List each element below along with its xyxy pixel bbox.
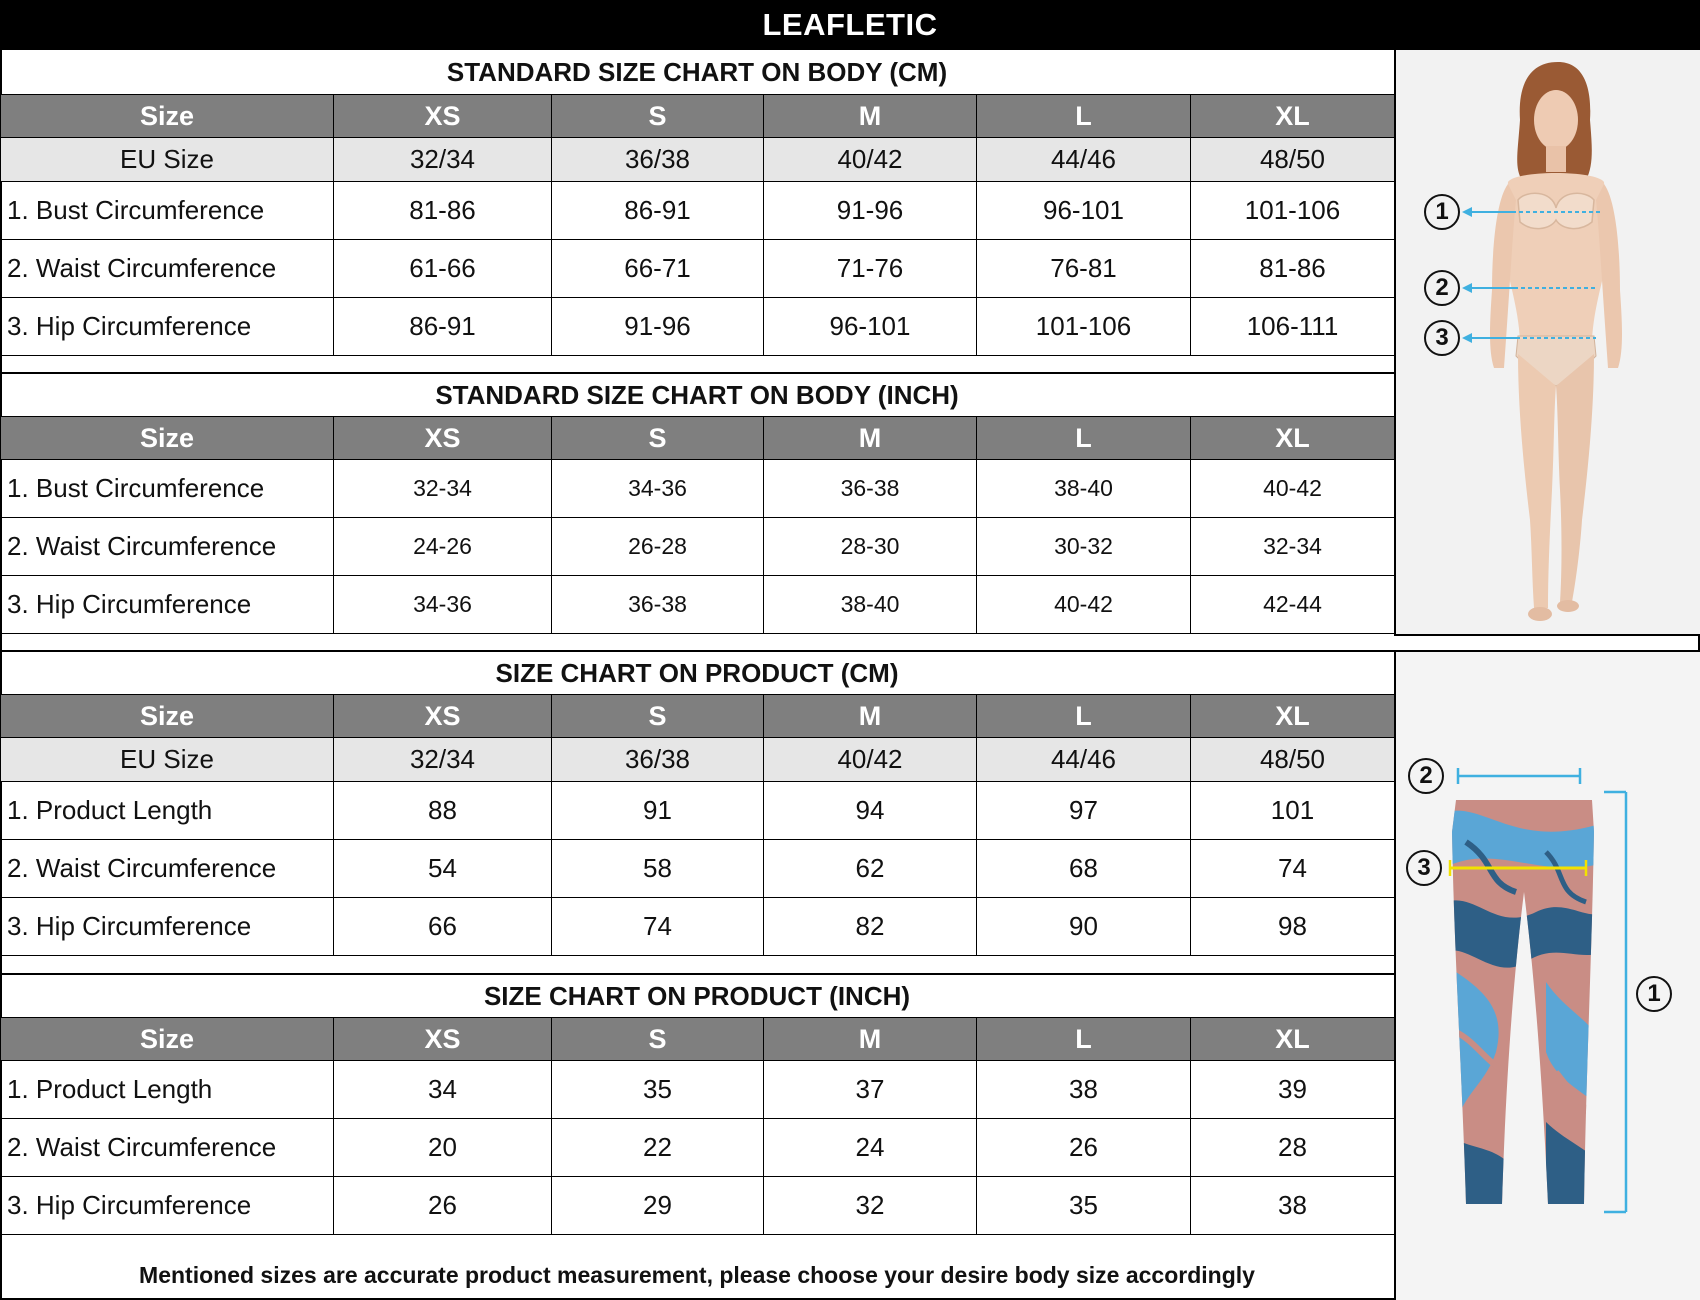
product-cm-section xyxy=(0,650,1394,956)
cell-value: 32-34 xyxy=(1191,518,1395,576)
size-xs: XS xyxy=(334,95,552,138)
table-row xyxy=(1,240,1395,298)
cell-value: 24-26 xyxy=(334,518,552,576)
cell-value: 101-106 xyxy=(1191,182,1395,240)
cell-value: 29 xyxy=(552,1177,764,1235)
callout-product-length: 1 xyxy=(1636,976,1672,1012)
callout-waist: 2 xyxy=(1424,270,1460,306)
product-inch-table xyxy=(0,1017,1395,1235)
eu-size-label: EU Size xyxy=(1,138,334,182)
cell-value: 68 xyxy=(977,840,1191,898)
size-xl: XL xyxy=(1191,695,1395,738)
cell-value: 66 xyxy=(334,898,552,956)
product-inch-section xyxy=(0,973,1394,1235)
cell-value: 88 xyxy=(334,782,552,840)
cell-value: 58 xyxy=(552,840,764,898)
footer-note: Mentioned sizes are accurate product measurement, please choose your desire body size accordingly xyxy=(139,1261,1255,1288)
size-xs: XS xyxy=(334,417,552,460)
row-label: 3. Hip Circumference xyxy=(1,898,334,956)
table-row xyxy=(1,460,1395,518)
size-l: L xyxy=(977,695,1191,738)
callout-product-hip: 3 xyxy=(1406,850,1442,886)
cell-value: 106-111 xyxy=(1191,298,1395,356)
eu-size-value: 44/46 xyxy=(977,138,1191,182)
size-header: Size xyxy=(1,695,334,738)
row-label: 3. Hip Circumference xyxy=(1,298,334,356)
row-label: 1. Product Length xyxy=(1,782,334,840)
cell-value: 36-38 xyxy=(552,576,764,634)
callout-hip: 3 xyxy=(1424,320,1460,356)
table-row xyxy=(1,182,1395,240)
cell-value: 86-91 xyxy=(334,298,552,356)
eu-size-value: 40/42 xyxy=(764,138,977,182)
body-illustration-panel xyxy=(1394,50,1700,636)
body-cm-table xyxy=(0,94,1395,356)
row-label: 2. Waist Circumference xyxy=(1,840,334,898)
cell-value: 54 xyxy=(334,840,552,898)
cell-value: 35 xyxy=(977,1177,1191,1235)
product-cm-table xyxy=(0,694,1395,956)
cell-value: 66-71 xyxy=(552,240,764,298)
cell-value: 22 xyxy=(552,1119,764,1177)
table-row xyxy=(1,518,1395,576)
cell-value: 38 xyxy=(977,1061,1191,1119)
cell-value: 34-36 xyxy=(552,460,764,518)
cell-value: 94 xyxy=(764,782,977,840)
header-row xyxy=(1,695,1395,738)
table-row xyxy=(1,1061,1395,1119)
size-header: Size xyxy=(1,1018,334,1061)
body-inch-table xyxy=(0,416,1395,634)
size-m: M xyxy=(764,417,977,460)
cell-value: 96-101 xyxy=(764,298,977,356)
eu-size-label: EU Size xyxy=(1,738,334,782)
cell-value: 42-44 xyxy=(1191,576,1395,634)
size-xl: XL xyxy=(1191,95,1395,138)
size-l: L xyxy=(977,417,1191,460)
row-label: 2. Waist Circumference xyxy=(1,518,334,576)
cell-value: 26 xyxy=(977,1119,1191,1177)
size-header: Size xyxy=(1,417,334,460)
cell-value: 26-28 xyxy=(552,518,764,576)
cell-value: 24 xyxy=(764,1119,977,1177)
row-label: 3. Hip Circumference xyxy=(1,576,334,634)
table-row xyxy=(1,576,1395,634)
eu-size-value: 48/50 xyxy=(1191,738,1395,782)
size-s: S xyxy=(552,417,764,460)
size-xl: XL xyxy=(1191,1018,1395,1061)
cell-value: 32-34 xyxy=(334,460,552,518)
row-label: 3. Hip Circumference xyxy=(1,1177,334,1235)
cell-value: 91-96 xyxy=(764,182,977,240)
cell-value: 28 xyxy=(1191,1119,1395,1177)
cell-value: 34 xyxy=(334,1061,552,1119)
header-row xyxy=(1,95,1395,138)
cell-value: 40-42 xyxy=(1191,460,1395,518)
size-s: S xyxy=(552,1018,764,1061)
cell-value: 91 xyxy=(552,782,764,840)
product-cm-title: SIZE CHART ON PRODUCT (CM) xyxy=(0,650,1394,694)
product-inch-title: SIZE CHART ON PRODUCT (INCH) xyxy=(0,973,1394,1017)
cell-value: 35 xyxy=(552,1061,764,1119)
size-l: L xyxy=(977,1018,1191,1061)
cell-value: 98 xyxy=(1191,898,1395,956)
cell-value: 39 xyxy=(1191,1061,1395,1119)
size-xs: XS xyxy=(334,1018,552,1061)
cell-value: 81-86 xyxy=(334,182,552,240)
cell-value: 38 xyxy=(1191,1177,1395,1235)
cell-value: 101-106 xyxy=(977,298,1191,356)
row-label: 1. Bust Circumference xyxy=(1,182,334,240)
cell-value: 97 xyxy=(977,782,1191,840)
cell-value: 90 xyxy=(977,898,1191,956)
cell-value: 32 xyxy=(764,1177,977,1235)
body-inch-title: STANDARD SIZE CHART ON BODY (INCH) xyxy=(0,372,1394,416)
body-inch-section xyxy=(0,372,1394,634)
cell-value: 26 xyxy=(334,1177,552,1235)
size-header: Size xyxy=(1,95,334,138)
eu-size-value: 48/50 xyxy=(1191,138,1395,182)
cell-value: 40-42 xyxy=(977,576,1191,634)
size-s: S xyxy=(552,95,764,138)
row-label: 1. Product Length xyxy=(1,1061,334,1119)
cell-value: 38-40 xyxy=(764,576,977,634)
header-row xyxy=(1,1018,1395,1061)
table-row xyxy=(1,298,1395,356)
cell-value: 62 xyxy=(764,840,977,898)
eu-size-value: 32/34 xyxy=(334,738,552,782)
eu-size-row xyxy=(1,138,1395,182)
cell-value: 96-101 xyxy=(977,182,1191,240)
eu-size-row xyxy=(1,738,1395,782)
cell-value: 20 xyxy=(334,1119,552,1177)
size-m: M xyxy=(764,695,977,738)
cell-value: 74 xyxy=(1191,840,1395,898)
table-row xyxy=(1,1177,1395,1235)
size-s: S xyxy=(552,695,764,738)
cell-value: 82 xyxy=(764,898,977,956)
cell-value: 101 xyxy=(1191,782,1395,840)
size-xl: XL xyxy=(1191,417,1395,460)
cell-value: 71-76 xyxy=(764,240,977,298)
cell-value: 81-86 xyxy=(1191,240,1395,298)
size-xs: XS xyxy=(334,695,552,738)
table-row xyxy=(1,782,1395,840)
body-cm-section xyxy=(0,50,1394,356)
table-row xyxy=(1,840,1395,898)
callout-product-waist: 2 xyxy=(1408,758,1444,794)
cell-value: 91-96 xyxy=(552,298,764,356)
size-m: M xyxy=(764,1018,977,1061)
size-l: L xyxy=(977,95,1191,138)
cell-value: 34-36 xyxy=(334,576,552,634)
row-label: 2. Waist Circumference xyxy=(1,1119,334,1177)
row-label: 1. Bust Circumference xyxy=(1,460,334,518)
cell-value: 74 xyxy=(552,898,764,956)
row-label: 2. Waist Circumference xyxy=(1,240,334,298)
cell-value: 30-32 xyxy=(977,518,1191,576)
eu-size-value: 36/38 xyxy=(552,138,764,182)
product-illustration-panel xyxy=(1394,650,1700,1300)
callout-bust: 1 xyxy=(1424,194,1460,230)
body-cm-title: STANDARD SIZE CHART ON BODY (CM) xyxy=(446,56,948,87)
eu-size-value: 40/42 xyxy=(764,738,977,782)
eu-size-value: 44/46 xyxy=(977,738,1191,782)
size-m: M xyxy=(764,95,977,138)
cell-value: 38-40 xyxy=(977,460,1191,518)
cell-value: 86-91 xyxy=(552,182,764,240)
table-row xyxy=(1,898,1395,956)
cell-value: 61-66 xyxy=(334,240,552,298)
cell-value: 76-81 xyxy=(977,240,1191,298)
eu-size-value: 36/38 xyxy=(552,738,764,782)
cell-value: 28-30 xyxy=(764,518,977,576)
brand-title: LEAFLETIC xyxy=(0,0,1700,50)
table-row xyxy=(1,1119,1395,1177)
cell-value: 37 xyxy=(764,1061,977,1119)
cell-value: 36-38 xyxy=(764,460,977,518)
eu-size-value: 32/34 xyxy=(334,138,552,182)
header-row xyxy=(1,417,1395,460)
